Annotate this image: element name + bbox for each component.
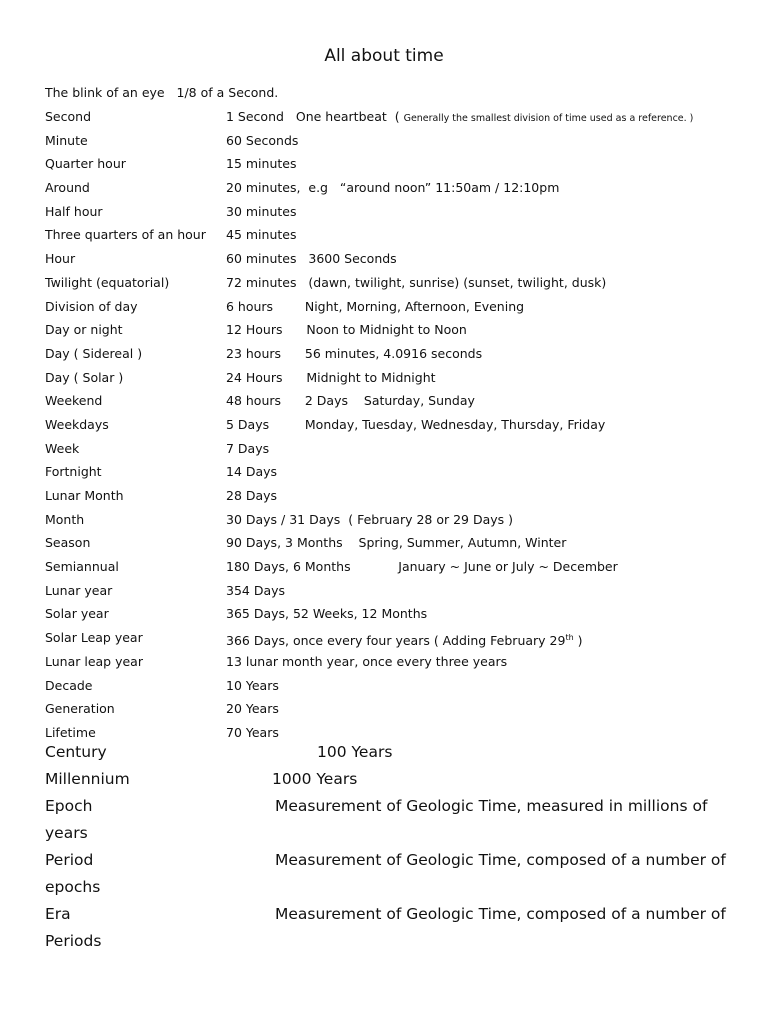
table-row <box>45 109 745 133</box>
value-text: 365 Days, 52 Weeks, 12 Months <box>226 606 428 622</box>
value <box>226 156 296 172</box>
table-row <box>45 630 745 654</box>
value-note: Generally the smallest division of time used as a reference. ) <box>403 113 694 124</box>
term: Semiannual <box>45 559 119 575</box>
value-text: 60 Seconds <box>226 132 299 148</box>
table-row <box>45 299 745 323</box>
value <box>226 299 524 315</box>
value-text: 28 Days <box>226 488 278 503</box>
value-continuation: epochs <box>45 878 101 896</box>
table-row <box>45 156 745 180</box>
term: Lunar year <box>45 582 113 598</box>
table-row <box>45 417 745 441</box>
term: Three quarters of an hour <box>45 227 206 243</box>
term: Day ( Solar ) <box>45 369 124 385</box>
term: Lunar leap year <box>45 653 143 669</box>
table-row <box>45 204 745 228</box>
value: Measurement of Geologic Time, composed of a number of <box>275 905 726 923</box>
value-text: 60 minutes 3600 Seconds <box>226 251 397 267</box>
table-row <box>45 512 745 536</box>
table-row <box>45 488 745 512</box>
value <box>226 630 583 649</box>
term: Solar Leap year <box>45 630 143 646</box>
value-text: 366 Days, once every four years ( Adding February 29 <box>226 633 566 649</box>
term: Fortnight <box>45 464 102 480</box>
term: Era <box>45 905 71 923</box>
value-text: 12 Hours Noon to Midnight to Noon <box>226 322 467 338</box>
value <box>226 133 298 149</box>
term: Epoch <box>45 797 93 815</box>
value-text: 15 minutes <box>226 156 297 172</box>
value-continuation: Periods <box>45 932 102 950</box>
table-row <box>45 678 745 702</box>
value-text: 24 Hours Midnight to Midnight <box>226 369 436 385</box>
term: Century <box>45 743 107 761</box>
term: Week <box>45 440 80 456</box>
term: Half hour <box>45 203 103 219</box>
table-row <box>45 464 745 488</box>
term: Lunar Month <box>45 488 124 503</box>
value <box>226 417 605 433</box>
term: Hour <box>45 251 76 267</box>
value-text: 6 hours Night, Morning, Afternoon, Evening <box>226 298 525 314</box>
term: Weekdays <box>45 416 109 432</box>
time-table <box>45 109 745 749</box>
value-text: 10 Years <box>226 677 279 693</box>
value <box>226 583 285 599</box>
value <box>226 512 513 528</box>
value <box>226 535 566 551</box>
term: Season <box>45 535 91 551</box>
value <box>226 370 436 386</box>
value-text: 20 Years <box>226 701 279 717</box>
value <box>226 678 279 694</box>
term: Division of day <box>45 298 138 314</box>
value: 100 Years <box>317 743 393 761</box>
table-row <box>45 559 745 583</box>
value-text: 48 hours 2 Days Saturday, Sunday <box>226 393 475 409</box>
value-text: 72 minutes (dawn, twilight, sunrise) (sunset, twilight, dusk) <box>226 274 607 290</box>
value-text: 5 Days Monday, Tuesday, Wednesday, Thursday, Friday <box>226 416 606 432</box>
value <box>226 654 507 670</box>
value-continuation: years <box>45 824 88 842</box>
value <box>226 180 559 196</box>
value-text: 7 Days <box>226 440 270 456</box>
table-row <box>45 583 745 607</box>
table-row <box>45 441 745 465</box>
value-text: 70 Years <box>226 724 279 740</box>
term: Month <box>45 511 85 527</box>
value-text: 1 Second One heartbeat ( <box>226 109 404 124</box>
term: Solar year <box>45 606 109 622</box>
term: Millennium <box>45 770 130 788</box>
value <box>226 488 277 504</box>
term: Period <box>45 851 94 869</box>
page-title: All about time <box>324 46 444 66</box>
term: Day or night <box>45 322 123 338</box>
term: Lifetime <box>45 724 96 740</box>
table-row <box>45 725 745 749</box>
table-row <box>45 251 745 275</box>
value <box>226 701 279 717</box>
term: Around <box>45 180 90 196</box>
term: Minute <box>45 132 88 148</box>
value: 1000 Years <box>272 770 358 788</box>
value-text: 354 Days <box>226 582 286 598</box>
value-text: 20 minutes, e.g “around noon” 11:50am / 12:10pm <box>226 180 560 196</box>
value-text: 45 minutes <box>226 227 297 243</box>
table-row <box>45 227 745 251</box>
table-row <box>45 346 745 370</box>
value <box>226 322 467 338</box>
value <box>226 275 606 291</box>
table-row <box>45 654 745 678</box>
value <box>226 109 693 127</box>
value-text: 30 Days / 31 Days ( February 28 or 29 Days ) <box>226 511 514 527</box>
table-row <box>45 606 745 630</box>
table-row <box>45 322 745 346</box>
table-row <box>45 701 745 725</box>
term: Generation <box>45 701 115 717</box>
value-text: 30 minutes <box>226 203 297 219</box>
term: Second <box>45 109 92 124</box>
blink-line: The blink of an eye 1/8 of a Second. <box>45 85 279 100</box>
table-row <box>45 275 745 299</box>
table-row <box>45 180 745 204</box>
term: Decade <box>45 677 93 693</box>
value <box>226 227 296 243</box>
table-row <box>45 370 745 394</box>
term: Quarter hour <box>45 156 126 172</box>
value-text: 14 Days <box>226 464 278 480</box>
term: Weekend <box>45 393 103 409</box>
value <box>226 346 482 362</box>
value <box>226 204 296 220</box>
value-text: 180 Days, 6 Months January ~ June or July ~ December <box>226 559 618 575</box>
term: Day ( Sidereal ) <box>45 345 143 361</box>
superscript: th <box>565 633 574 643</box>
term: Twilight (equatorial) <box>45 274 170 290</box>
value-text: 23 hours 56 minutes, 4.0916 seconds <box>226 345 483 361</box>
value: Measurement of Geologic Time, measured in millions of <box>275 797 708 815</box>
value <box>226 559 618 575</box>
table-row <box>45 393 745 417</box>
value-tail: ) <box>573 633 583 649</box>
value-text: 90 Days, 3 Months Spring, Summer, Autumn, Winter <box>226 535 567 551</box>
value <box>226 606 427 622</box>
table-row <box>45 133 745 157</box>
table-row <box>45 535 745 559</box>
value <box>226 393 475 409</box>
value-text: 13 lunar month year, once every three years <box>226 653 508 669</box>
value <box>226 251 397 267</box>
value <box>226 464 277 480</box>
value <box>226 441 269 457</box>
value: Measurement of Geologic Time, composed of a number of <box>275 851 726 869</box>
value <box>226 725 279 741</box>
